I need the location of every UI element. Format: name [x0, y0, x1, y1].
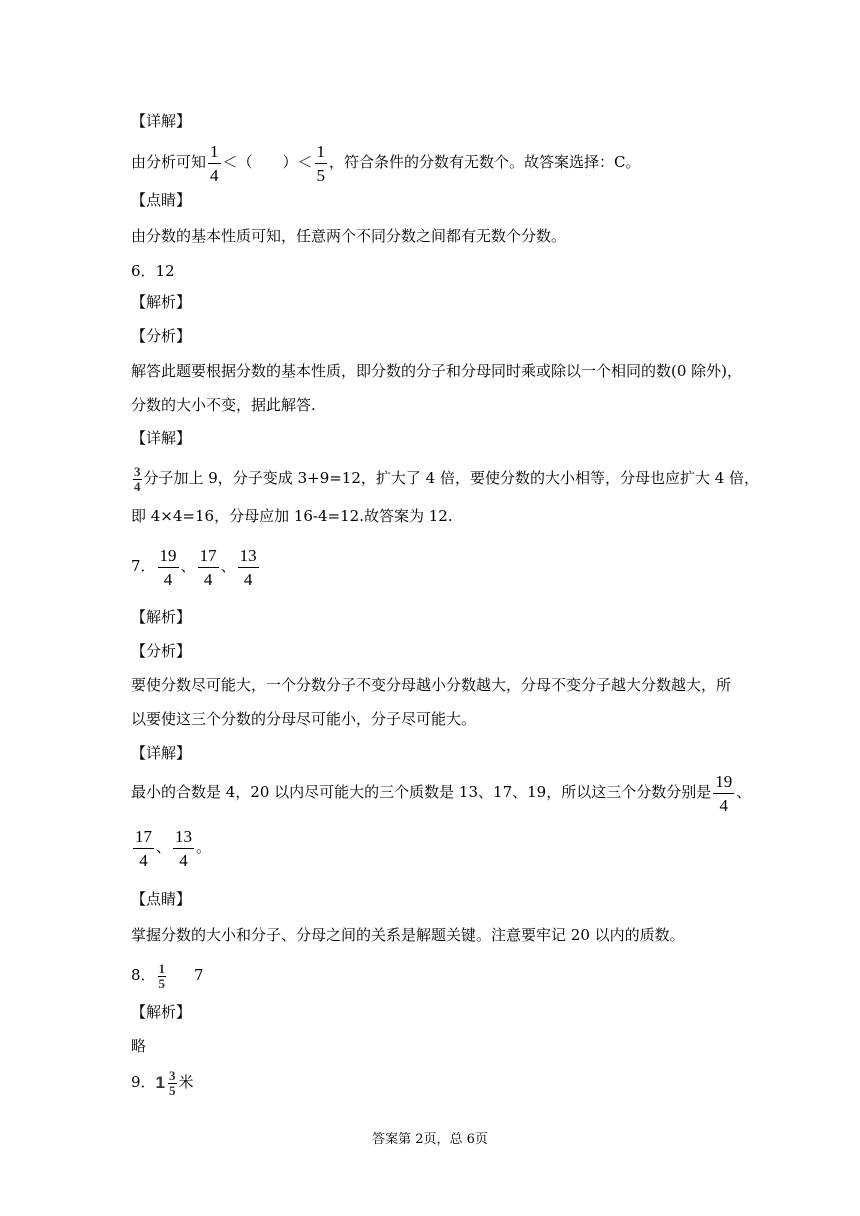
- fraction: [208, 142, 221, 185]
- denominator: 5: [169, 1082, 176, 1098]
- denominator: 5: [158, 975, 166, 991]
- answer-line: [131, 1060, 194, 1105]
- answer-number: 6．12: [131, 262, 175, 280]
- answer-number: 7．: [131, 557, 156, 575]
- text-line: 分数的大小不变，据此解答.: [131, 396, 316, 414]
- denominator: 4: [203, 569, 213, 589]
- numerator: 17: [198, 546, 219, 568]
- heading-detail: 【详解】: [131, 429, 192, 447]
- separator: 、: [156, 838, 172, 856]
- text-line: 以要使这三个分数的分母尽可能小，分子尽可能大。: [131, 710, 477, 728]
- heading-tip: 【点睛】: [131, 890, 192, 908]
- text-line: 由分数的基本性质可知，任意两个不同分数之间都有无数个分数。: [131, 227, 567, 245]
- text-line: [131, 825, 211, 870]
- numerator: 19: [158, 546, 179, 568]
- numerator: 1: [208, 142, 221, 164]
- numerator: 13: [238, 546, 259, 568]
- text-segment: ，符合条件的分数有无数个。故答案选择：C。: [329, 153, 641, 171]
- fraction: [198, 546, 219, 589]
- heading-tip: 【点睛】: [131, 191, 192, 209]
- numerator: 19: [713, 772, 734, 794]
- heading-analysis: 【解析】: [131, 1003, 192, 1021]
- answer-line: [131, 544, 261, 589]
- numerator: 1: [315, 142, 328, 164]
- fraction: [133, 465, 142, 494]
- text-segment: 分子加上 9，分子变成 3+9=12，扩大了 4 倍，要使分数的大小相等，分母也应扩大 4 倍，: [143, 469, 760, 487]
- numerator: 3: [134, 463, 141, 479]
- text-line: [131, 770, 751, 815]
- fraction: [315, 142, 328, 185]
- denominator: 4: [243, 569, 253, 589]
- denominator: 4: [179, 850, 188, 870]
- heading-analysis: 【解析】: [131, 293, 192, 311]
- heading-analysis-sub: 【分析】: [131, 327, 192, 345]
- text-segment: 最小的合数是 4，20 以内尽可能大的三个质数是 13、17、19，所以这三个分数分别是: [131, 783, 712, 801]
- denominator: 4: [163, 569, 173, 589]
- separator: 、: [220, 557, 236, 575]
- separator: 、: [736, 783, 752, 801]
- page-footer: 答案第 2页，总 6页: [372, 1132, 488, 1147]
- numerator: 3: [169, 1067, 176, 1083]
- heading-detail: 【详解】: [131, 112, 192, 130]
- text-line: 掌握分数的大小和分子、分母之间的关系是解题关键。注意要牢记 20 以内的质数。: [131, 926, 685, 944]
- fraction: [238, 546, 259, 589]
- text-line: [131, 140, 641, 185]
- mixed-number: [156, 1061, 179, 1105]
- text-segment: 。: [196, 838, 212, 856]
- fraction: [133, 827, 154, 870]
- text-line: 略: [131, 1037, 147, 1055]
- numerator: 1: [158, 960, 166, 976]
- numerator: 17: [133, 827, 154, 849]
- text-segment: ＜（ ）＜: [222, 153, 313, 171]
- fraction: [158, 546, 179, 589]
- denominator: 4: [134, 478, 141, 494]
- answer-number: 8．: [131, 966, 156, 984]
- text-line: [131, 456, 759, 500]
- separator: 、: [180, 557, 196, 575]
- fraction: [158, 962, 167, 991]
- fraction: [713, 772, 734, 815]
- answer-value: 7: [194, 966, 204, 984]
- heading-analysis: 【解析】: [131, 608, 192, 626]
- text-segment: 由分析可知: [131, 153, 207, 171]
- heading-analysis-sub: 【分析】: [131, 642, 192, 660]
- text-line: 要使分数尽可能大，一个分数分子不变分母越小分数越大，分母不变分子越大分数越大，所: [131, 676, 732, 694]
- numerator: 13: [173, 827, 194, 849]
- answer-line: [131, 953, 204, 997]
- answer-number: 9．: [131, 1073, 156, 1091]
- heading-detail: 【详解】: [131, 744, 192, 762]
- denominator: 4: [210, 165, 219, 185]
- denominator: 5: [316, 165, 326, 185]
- fraction: [173, 827, 194, 870]
- denominator: 4: [719, 795, 728, 815]
- whole-part: 1: [155, 1073, 166, 1092]
- fraction: [168, 1069, 177, 1098]
- unit: 米: [178, 1073, 194, 1091]
- text-line: 即 4×4=16，分母应加 16-4=12.故答案为 12.: [131, 507, 453, 525]
- denominator: 4: [139, 850, 148, 870]
- text-line: 解答此题要根据分数的基本性质，即分数的分子和分母同时乘或除以一个相同的数(0 除外)，: [131, 362, 743, 380]
